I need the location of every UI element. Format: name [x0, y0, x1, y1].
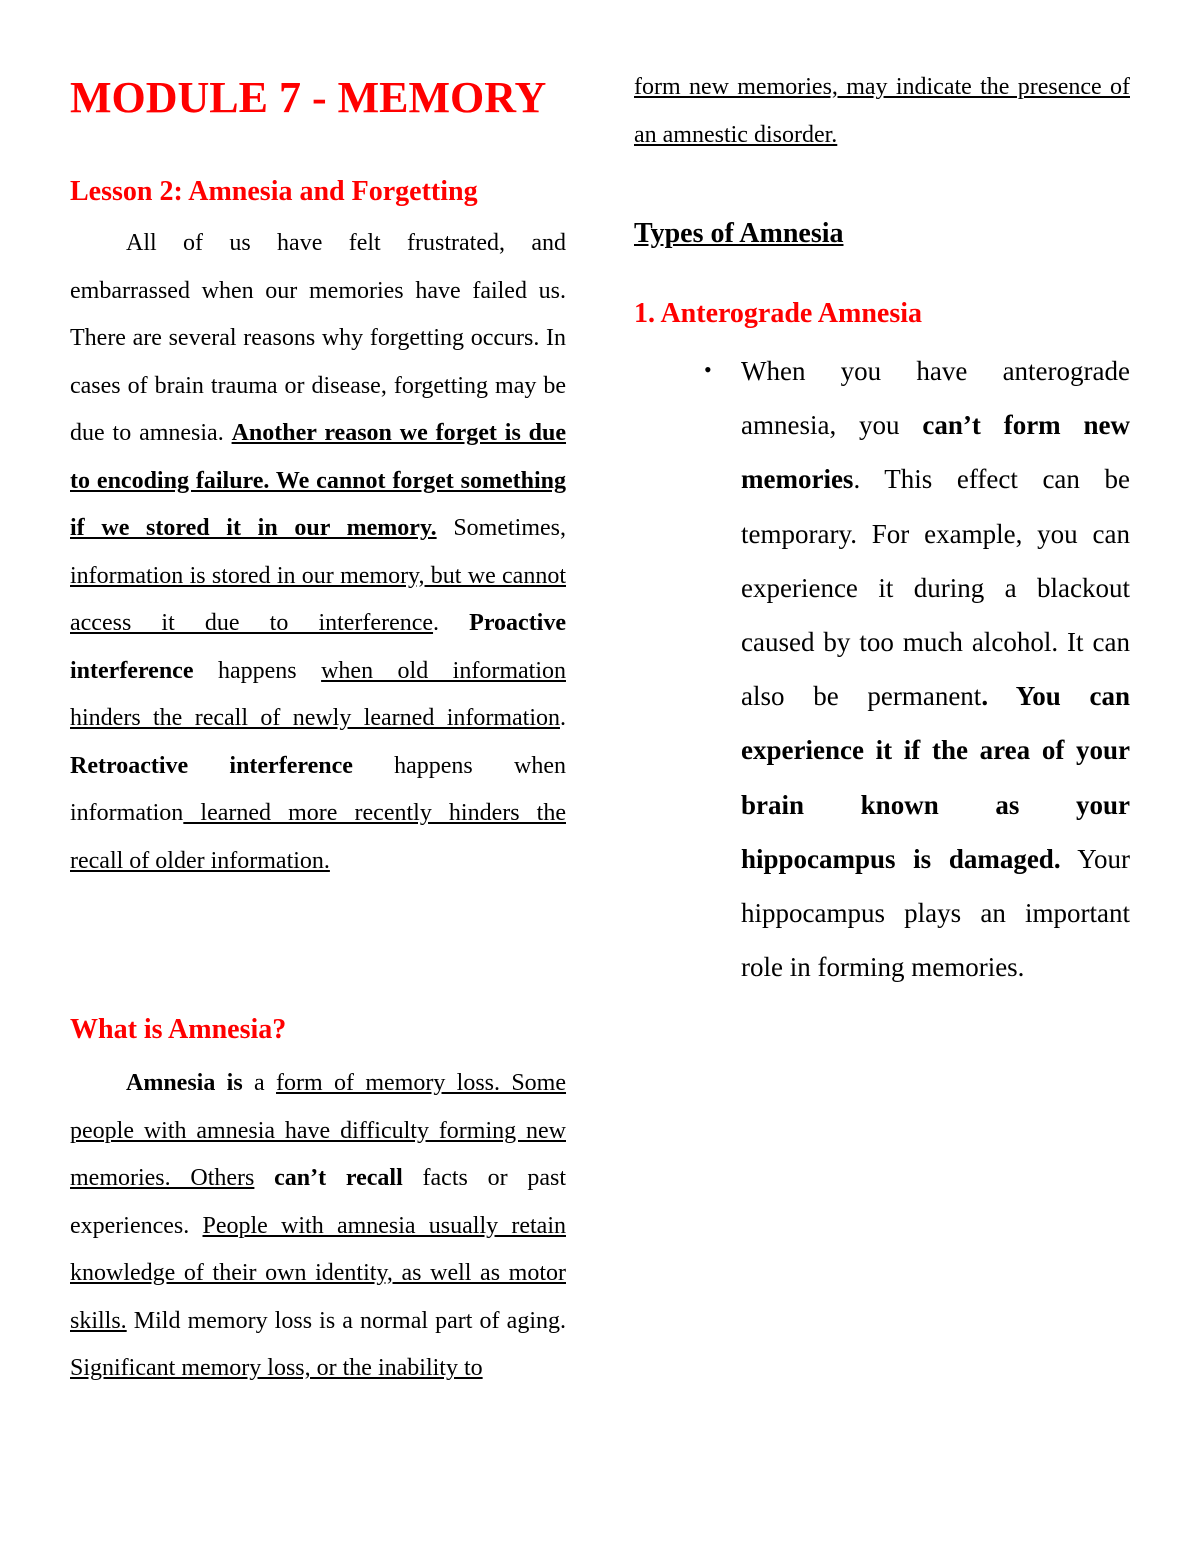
- amnesia-text: a: [242, 1070, 277, 1096]
- intro-text: All of us have felt frustrated, and embarrassed when our memories have failed us. There are several reasons why forgetting occurs. In cases of brain trauma or disease, forgetting may be due to amnesia.: [70, 230, 566, 446]
- intro-text: happens: [193, 657, 322, 684]
- bullet-text: When you have anterograde amnesia, you: [741, 356, 1130, 441]
- proactive-definition: when old information hinders the recall of newly learned information: [70, 657, 566, 731]
- significant-loss-text: Significant memory loss, or the inability to: [70, 1355, 483, 1381]
- proactive-term: Proactive interference: [70, 610, 566, 684]
- anterograde-bullet-text: [741, 344, 1130, 994]
- types-of-amnesia-title: Types of Amnesia: [634, 218, 844, 249]
- amnesia-definition: form of memory loss. Some people with amnesia have difficulty forming new memories. Others: [70, 1070, 567, 1191]
- bullet-icon: •: [704, 357, 712, 382]
- what-is-amnesia-title: What is Amnesia?: [70, 1014, 287, 1045]
- amnestic-disorder-text: form new memories, may indicate the presence of an amnestic disorder.: [634, 74, 1130, 148]
- bullet-text: . This effect can be temporary. For example, you can experience it during a blackout caused by too much alcohol. It can also be permanent: [741, 464, 1130, 712]
- intro-text: happens when information: [70, 752, 566, 826]
- amnesia-text: facts or past experiences.: [70, 1165, 567, 1239]
- amnesia-term: Amnesia is: [126, 1070, 243, 1096]
- amnesia-text: [254, 1165, 274, 1191]
- amnesia-text: Mild memory loss is a normal part of aging.: [126, 1307, 566, 1334]
- intro-paragraph: [70, 220, 566, 885]
- intro-text: .: [433, 610, 470, 636]
- intro-text: .: [560, 705, 566, 731]
- identity-text: People with amnesia usually retain knowledge of their own identity, as well as motor skills.: [70, 1212, 566, 1334]
- lesson-title: Lesson 2: Amnesia and Forgetting: [70, 176, 478, 207]
- continuation-paragraph: [634, 64, 1130, 159]
- interference-text: information is stored in our memory, but we cannot access it due to interference: [70, 562, 566, 636]
- encoding-failure-text: Another reason we forget is due to encoding failure. We cannot forget something if we stored it in our memory.: [70, 420, 567, 541]
- hippocampus-damage-text: . You can experience it if the area of your brain known as your hippocampus is damaged.: [741, 681, 1130, 874]
- retroactive-term: Retroactive interference: [70, 752, 353, 779]
- retroactive-definition: learned more recently hinders the recall of older information.: [70, 800, 566, 874]
- cant-form-text: can’t form new memories: [741, 410, 1131, 495]
- bullet-text: Your hippocampus plays an important role in forming memories.: [741, 843, 1130, 983]
- module-title: MODULE 7 - MEMORY: [70, 73, 547, 122]
- amnesia-paragraph: [70, 1060, 566, 1393]
- intro-text: Sometimes,: [436, 515, 566, 541]
- cant-recall-text: can’t recall: [274, 1165, 403, 1191]
- anterograde-amnesia-title: 1. Anterograde Amnesia: [634, 298, 923, 329]
